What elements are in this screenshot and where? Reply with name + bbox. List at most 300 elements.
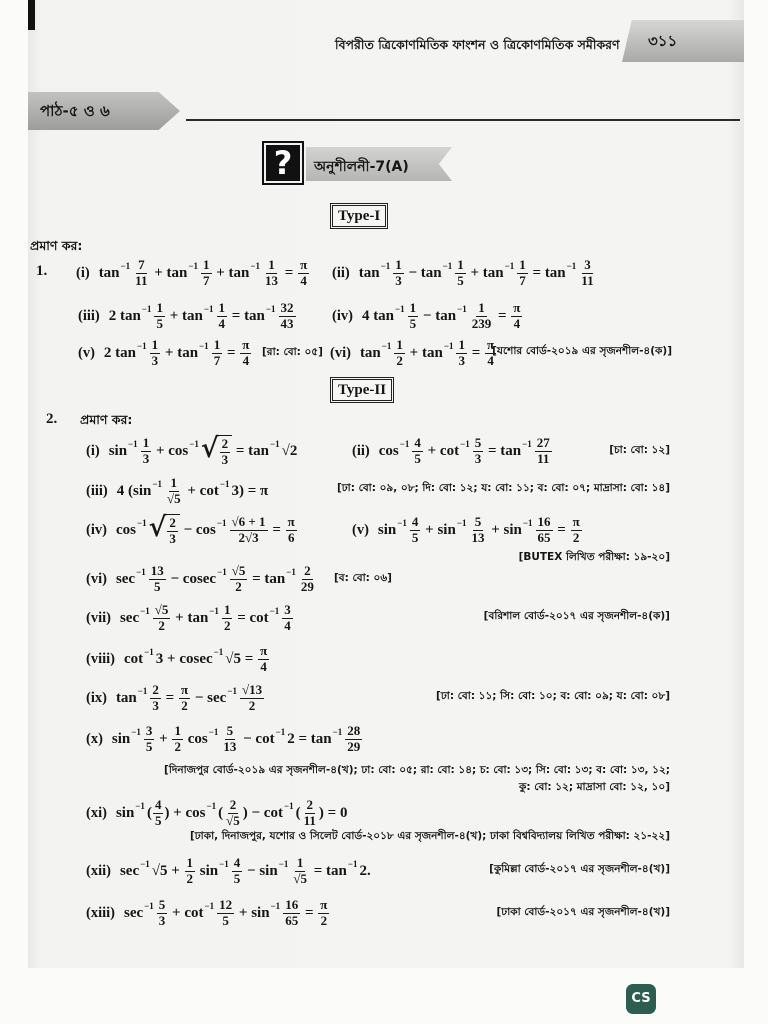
- inverse-superscript: −1: [137, 341, 147, 351]
- source-citation: [ঢা: বো: ১১; সি: বো: ১০; ব: বো: ০৯; য: বো: ০৮]: [436, 690, 670, 702]
- fraction: [302, 798, 318, 829]
- fraction-numerator: π: [287, 513, 295, 529]
- fraction-denominator: 3: [458, 352, 465, 368]
- fraction-denominator: 5: [222, 912, 229, 928]
- scan-edge-mark: [28, 0, 35, 30]
- math-expression: [104, 338, 252, 369]
- math-expression: [379, 436, 553, 467]
- fraction-numerator: 1: [170, 474, 178, 490]
- fraction-denominator: 3: [158, 912, 166, 928]
- inverse-superscript: −1: [227, 686, 237, 696]
- problem-label: (ii): [352, 442, 370, 459]
- fraction: [179, 683, 190, 714]
- fraction-numerator: π: [180, 681, 189, 697]
- math-text: =: [553, 521, 570, 538]
- math-expression: [362, 301, 523, 332]
- inverse-superscript: −1: [460, 439, 470, 449]
- problem-label: (iii): [78, 307, 100, 324]
- fraction-numerator: π: [513, 299, 521, 315]
- inverse-superscript: −1: [120, 261, 131, 271]
- fraction-denominator: 11: [303, 812, 316, 828]
- math-text: (: [218, 804, 224, 821]
- math-expression: [116, 683, 265, 714]
- math-text: + tan: [165, 307, 203, 324]
- math-text: 3 + cosec: [155, 650, 213, 667]
- inverse-superscript: −1: [136, 567, 146, 577]
- fraction-denominator: 6: [287, 529, 295, 545]
- fraction: [394, 338, 405, 369]
- fraction: [536, 515, 553, 546]
- inverse-superscript: −1: [522, 439, 532, 449]
- problem-2-ii: [352, 433, 553, 469]
- math-text: + cot: [423, 442, 460, 459]
- math-text: 4 (sin: [116, 482, 152, 499]
- fraction-denominator: 2: [223, 617, 231, 633]
- math-text: =: [223, 344, 240, 361]
- fraction-numerator: 27: [536, 434, 550, 450]
- math-text: − tan: [404, 264, 442, 281]
- radical-sign: √: [148, 511, 167, 543]
- problem-2-vi: [86, 561, 317, 597]
- fraction: [511, 301, 522, 332]
- math-text: cos: [115, 521, 136, 538]
- fraction-denominator: 2: [248, 697, 256, 713]
- math-text: sin: [115, 804, 135, 821]
- problem-1-v: [78, 335, 252, 371]
- fraction: [571, 515, 582, 546]
- math-expression: [378, 515, 583, 546]
- math-text: √2: [281, 442, 298, 459]
- fraction-denominator: 29: [347, 738, 361, 754]
- math-expression: [359, 258, 597, 289]
- fraction: [283, 898, 300, 929]
- fraction-denominator: 3: [169, 530, 176, 546]
- inverse-superscript: −1: [219, 859, 229, 869]
- fraction-numerator: π: [572, 513, 580, 529]
- radicand: [218, 435, 233, 468]
- fraction-denominator: 2: [186, 870, 194, 886]
- fraction-denominator: 5: [457, 272, 464, 288]
- inverse-superscript: −1: [504, 261, 515, 271]
- problem-1-iii: [78, 298, 297, 334]
- math-text: = tan: [484, 442, 522, 459]
- source-citation: [বরিশাল বোর্ড-২০১৭ এর সৃজনশীল-৪(ক)]: [483, 610, 670, 622]
- inverse-superscript: −1: [131, 727, 141, 737]
- inverse-superscript: −1: [269, 606, 280, 616]
- fraction: [185, 856, 196, 887]
- math-expression: [120, 856, 371, 887]
- fraction-numerator: 5: [158, 896, 166, 912]
- fraction-denominator: 4: [218, 315, 226, 331]
- problem-2-ix: [86, 680, 265, 716]
- fraction-numerator: 1: [213, 336, 221, 352]
- inverse-superscript: −1: [208, 727, 219, 737]
- math-text: sec: [115, 570, 136, 587]
- inverse-superscript: −1: [456, 518, 467, 528]
- math-expression: [117, 476, 268, 507]
- fraction-numerator: 4: [414, 434, 421, 450]
- problem-label: (vii): [86, 609, 111, 626]
- fraction: [291, 856, 309, 887]
- inverse-superscript: −1: [128, 439, 138, 449]
- math-text: = tan: [232, 442, 270, 459]
- problem-1-ii: [332, 255, 597, 291]
- fraction: [150, 338, 161, 369]
- fraction-numerator: 1: [396, 336, 403, 352]
- source-citation: [ব: বো: ০৬]: [334, 572, 392, 584]
- fraction-denominator: 5: [145, 738, 153, 754]
- fraction-numerator: 1: [218, 299, 226, 315]
- fraction: [456, 338, 467, 369]
- radical: [200, 432, 232, 468]
- fraction-numerator: 4: [233, 854, 241, 870]
- problem-label: (iii): [86, 482, 108, 499]
- math-text: sin: [377, 521, 397, 538]
- fraction: [240, 683, 264, 714]
- fraction: [298, 258, 309, 289]
- fraction-numerator: 1: [296, 854, 304, 870]
- inverse-superscript: −1: [206, 801, 217, 811]
- fraction-numerator: 1: [478, 299, 485, 315]
- source-citation: [ঢাকা, দিনাজপুর, যশোর ও সিলেট বোর্ড-২০১৮ এর সৃজনশীল-৪(খ); ঢাকা বিশ্ববিদ্যালয় লিখিত পরীক্ষা: ২১-২২]: [189, 830, 670, 842]
- math-text: = tan: [248, 570, 286, 587]
- problem-label: (ii): [332, 264, 350, 281]
- source-citation: [দিনাজপুর বোর্ড-২০১৯ এর সৃজনশীল-৪(খ); ঢা: বো: ০৫; রা: বো: ১৪; চ: বো: ১৩; সি: বো: ১৩; ব: বো: ১৩, ১২;: [164, 764, 670, 776]
- problem-label: (x): [86, 730, 103, 747]
- math-text: + cot: [168, 904, 204, 921]
- question-mark-glyph: ?: [273, 144, 293, 182]
- fraction-denominator: 65: [285, 912, 299, 928]
- inverse-superscript: −1: [250, 261, 261, 271]
- math-text: cot: [124, 650, 144, 667]
- fraction-numerator: √6 + 1: [231, 513, 266, 529]
- math-text: =: [281, 264, 298, 281]
- math-expression: [99, 258, 311, 289]
- problem-2-v: [352, 512, 583, 548]
- inverse-superscript: −1: [137, 686, 148, 696]
- inverse-superscript: −1: [347, 859, 358, 869]
- inverse-superscript: −1: [204, 901, 215, 911]
- fraction: [469, 515, 486, 546]
- problem-1-vi: [330, 335, 497, 371]
- fraction: [393, 258, 404, 289]
- math-text: = tan: [309, 862, 347, 879]
- instruction-prove: প্রমাণ কর:: [80, 412, 133, 427]
- math-text: − tan: [419, 307, 457, 324]
- fraction: [221, 724, 238, 755]
- math-text: tan: [115, 689, 137, 706]
- source-citation: [রা: বো: ০৫]: [262, 346, 323, 358]
- fraction-denominator: 4: [242, 352, 250, 368]
- fraction: [408, 301, 419, 332]
- fraction-denominator: 7: [519, 272, 526, 288]
- inverse-superscript: −1: [270, 439, 280, 449]
- math-text: + cot: [183, 482, 219, 499]
- fraction-denominator: 4: [513, 315, 521, 331]
- problem-label: (xii): [86, 862, 111, 879]
- fraction: [299, 564, 316, 595]
- math-text: sec: [124, 904, 144, 921]
- fraction-numerator: π: [242, 336, 250, 352]
- math-text: 2 = tan: [287, 730, 332, 747]
- type-2-heading: Type-II: [330, 377, 394, 403]
- fraction: [133, 258, 149, 289]
- math-text: + sin: [421, 521, 456, 538]
- problem-label: (vi): [86, 570, 107, 587]
- inverse-superscript: −1: [144, 647, 154, 657]
- problem-label: (viii): [86, 650, 115, 667]
- section-divider: [186, 119, 740, 121]
- fraction-denominator: 4: [300, 272, 307, 288]
- fraction-denominator: 5: [156, 315, 163, 331]
- fraction-denominator: 3: [221, 451, 229, 467]
- problem-2-x: [86, 721, 363, 757]
- fraction-denominator: 5: [153, 578, 161, 594]
- math-text: 2 tan: [103, 344, 137, 361]
- math-text: 4 tan: [361, 307, 395, 324]
- fraction-denominator: 4: [487, 352, 494, 368]
- question-number-1: 1.: [36, 263, 48, 279]
- math-text: − cot: [239, 730, 275, 747]
- fraction-numerator: 1: [186, 854, 194, 870]
- source-citation: [যশোর বোর্ড-২০১৯ এর সৃজনশীল-৪(ক)]: [492, 345, 672, 357]
- fraction-numerator: 3: [145, 722, 153, 738]
- fraction-denominator: 3: [151, 352, 159, 368]
- inverse-superscript: −1: [522, 518, 533, 528]
- fraction-numerator: 2: [306, 796, 313, 812]
- fraction-denominator: 239: [471, 315, 492, 331]
- inverse-superscript: −1: [566, 261, 577, 271]
- problem-1-i: [76, 255, 310, 291]
- math-expression: [109, 301, 297, 332]
- fraction-numerator: 16: [285, 896, 299, 912]
- fraction-numerator: 2: [304, 562, 311, 578]
- inverse-superscript: −1: [209, 606, 219, 616]
- radical: [148, 511, 180, 547]
- fraction-denominator: 2: [572, 529, 580, 545]
- math-text: tan: [358, 264, 380, 281]
- math-expression: [360, 338, 497, 369]
- fraction-numerator: 1: [142, 434, 150, 450]
- fraction-numerator: 1: [203, 256, 210, 272]
- problem-2-xii: [86, 853, 371, 889]
- math-text: + cos: [152, 442, 189, 459]
- fraction-numerator: √5: [231, 562, 246, 578]
- fraction-numerator: 13: [150, 562, 164, 578]
- fraction-denominator: 11: [537, 450, 550, 466]
- fraction-numerator: 28: [347, 722, 361, 738]
- fraction-denominator: 3: [474, 450, 482, 466]
- source-citation: কু: বো: ১২; মাদ্রাসা বো: ১২, ১০]: [519, 781, 670, 793]
- fraction-numerator: 16: [537, 513, 551, 529]
- fraction-numerator: π: [487, 336, 495, 352]
- fraction-denominator: 2: [181, 697, 188, 713]
- problem-2-iii: [86, 473, 268, 509]
- inverse-superscript: −1: [397, 518, 407, 528]
- fraction: [282, 603, 293, 634]
- page-number: ৩১১: [648, 32, 678, 50]
- fraction-denominator: 2: [235, 578, 242, 594]
- fraction-denominator: 7: [213, 352, 221, 368]
- math-text: + sin: [235, 904, 270, 921]
- fraction-numerator: 1: [268, 256, 275, 272]
- problem-label: (i): [86, 442, 100, 459]
- fraction-denominator: 43: [280, 315, 294, 331]
- fraction-denominator: 5: [233, 870, 241, 886]
- fraction-denominator: 2: [396, 352, 403, 368]
- fraction-numerator: 1: [458, 336, 465, 352]
- math-text: =: [301, 904, 318, 921]
- inverse-superscript: −1: [275, 727, 286, 737]
- math-text: = tan: [228, 307, 265, 324]
- radical-sign: √: [200, 432, 219, 464]
- math-expression: [115, 511, 298, 547]
- fraction: [217, 898, 234, 929]
- fraction: [286, 515, 297, 546]
- fraction-numerator: √5: [154, 601, 169, 617]
- math-text: + tan: [150, 264, 188, 281]
- inverse-superscript: −1: [188, 261, 198, 271]
- math-text: + tan: [405, 344, 443, 361]
- fraction: [410, 515, 421, 546]
- inverse-superscript: −1: [217, 567, 227, 577]
- fraction-denominator: 3: [395, 272, 402, 288]
- fraction-denominator: 5: [414, 450, 421, 466]
- fraction-numerator: √13: [241, 681, 263, 697]
- fraction: [240, 338, 251, 369]
- fraction-denominator: 5: [411, 529, 419, 545]
- math-expression: [116, 564, 317, 595]
- fraction-numerator: 32: [280, 299, 294, 315]
- fraction-numerator: 1: [519, 256, 526, 272]
- fraction-denominator: 13: [471, 529, 485, 545]
- source-citation: [কুমিল্লা বোর্ড-২০১৭ এর সৃজনশীল-৪(খ)]: [489, 863, 670, 875]
- inverse-superscript: −1: [332, 727, 343, 737]
- math-text: sin: [108, 442, 128, 459]
- math-text: =: [161, 689, 178, 706]
- inverse-superscript: −1: [136, 518, 147, 528]
- problem-label: (iv): [332, 307, 353, 324]
- fraction-numerator: 7: [138, 256, 145, 272]
- fraction: [279, 301, 296, 332]
- math-expression: [108, 432, 298, 468]
- fraction-denominator: 4: [260, 658, 267, 674]
- math-text: ) = 0: [318, 804, 348, 821]
- math-text: √5 =: [225, 650, 258, 667]
- fraction-denominator: 29: [300, 578, 314, 594]
- fraction-numerator: 1: [151, 336, 159, 352]
- fraction-numerator: 2: [169, 514, 176, 530]
- fraction-numerator: 12: [219, 896, 233, 912]
- fraction: [157, 898, 168, 929]
- fraction: [153, 798, 164, 829]
- fraction: [579, 258, 595, 289]
- math-text: − cos: [179, 521, 216, 538]
- fraction: [517, 258, 528, 289]
- math-text: ) − cot: [242, 804, 283, 821]
- math-text: =: [268, 521, 285, 538]
- fraction: [217, 301, 228, 332]
- type-1-heading: Type-I: [330, 203, 388, 229]
- fraction-denominator: √5: [226, 812, 240, 828]
- fraction-denominator: √5: [293, 870, 307, 886]
- inverse-superscript: −1: [442, 261, 453, 271]
- fraction: [224, 798, 242, 829]
- math-text: cos: [378, 442, 399, 459]
- math-expression: [120, 603, 294, 634]
- fraction-denominator: 4: [284, 617, 291, 633]
- source-citation: [BUTEX লিখিত পরীক্ষা: ১৯-২০]: [518, 551, 670, 563]
- fraction-numerator: 4: [154, 796, 162, 812]
- fraction-denominator: 5: [154, 812, 162, 828]
- fraction: [165, 476, 183, 507]
- fraction: [318, 898, 329, 929]
- fraction-numerator: 1: [174, 722, 181, 738]
- problem-2-xi: [86, 795, 347, 831]
- fraction-denominator: 2: [158, 617, 165, 633]
- fraction: [535, 436, 552, 467]
- fraction-numerator: 1: [409, 299, 417, 315]
- math-text: 2.: [359, 862, 371, 879]
- fraction-numerator: 5: [474, 513, 482, 529]
- fraction-numerator: 1: [395, 256, 402, 272]
- fraction: [167, 516, 178, 547]
- math-text: +: [155, 730, 172, 747]
- math-text: + tan: [161, 344, 199, 361]
- math-text: √5 +: [151, 862, 184, 879]
- math-text: (: [146, 804, 152, 821]
- source-citation: [ঢা: বো: ০৯, ০৮; দি: বো: ১২; য: বো: ১১; ব: বো: ০৭; মাদ্রাসা: বো: ১৪]: [336, 482, 670, 494]
- math-text: (: [295, 804, 301, 821]
- fraction: [220, 437, 231, 468]
- math-text: sec: [119, 609, 140, 626]
- fraction: [230, 564, 248, 595]
- inverse-superscript: −1: [443, 341, 454, 351]
- math-text: ) + cos: [164, 804, 206, 821]
- problem-2-i: [86, 433, 297, 469]
- fraction-denominator: 11: [135, 272, 148, 288]
- fraction-denominator: 3: [142, 450, 150, 466]
- math-text: =: [494, 307, 511, 324]
- math-text: sin: [196, 862, 219, 879]
- math-text: + tan: [466, 264, 504, 281]
- fraction-denominator: 65: [537, 529, 551, 545]
- question-number-2: 2.: [46, 411, 58, 427]
- inverse-superscript: −1: [219, 479, 230, 489]
- math-text: = tan: [528, 264, 566, 281]
- problem-label: (ix): [86, 689, 107, 706]
- problem-label: (i): [76, 264, 90, 281]
- fraction-denominator: 2: [174, 738, 181, 754]
- math-text: sec: [119, 862, 140, 879]
- fraction-denominator: 13: [265, 272, 279, 288]
- fraction-denominator: 3: [152, 697, 159, 713]
- fraction-numerator: π: [300, 256, 308, 272]
- problem-label: (vi): [330, 344, 351, 361]
- math-text: =: [467, 344, 485, 361]
- fraction-numerator: 5: [226, 722, 234, 738]
- math-text: − sec: [191, 689, 227, 706]
- fraction-numerator: 4: [411, 513, 419, 529]
- lesson-tab-label: পাঠ-৫ ও ৬: [40, 102, 110, 120]
- problem-2-viii: [86, 641, 270, 677]
- math-text: − cosec: [166, 570, 217, 587]
- fraction-numerator: 3: [284, 601, 291, 617]
- problem-2-vii: [86, 600, 294, 636]
- fraction: [470, 301, 494, 332]
- inverse-superscript: −1: [203, 304, 214, 314]
- inverse-superscript: −1: [216, 518, 227, 528]
